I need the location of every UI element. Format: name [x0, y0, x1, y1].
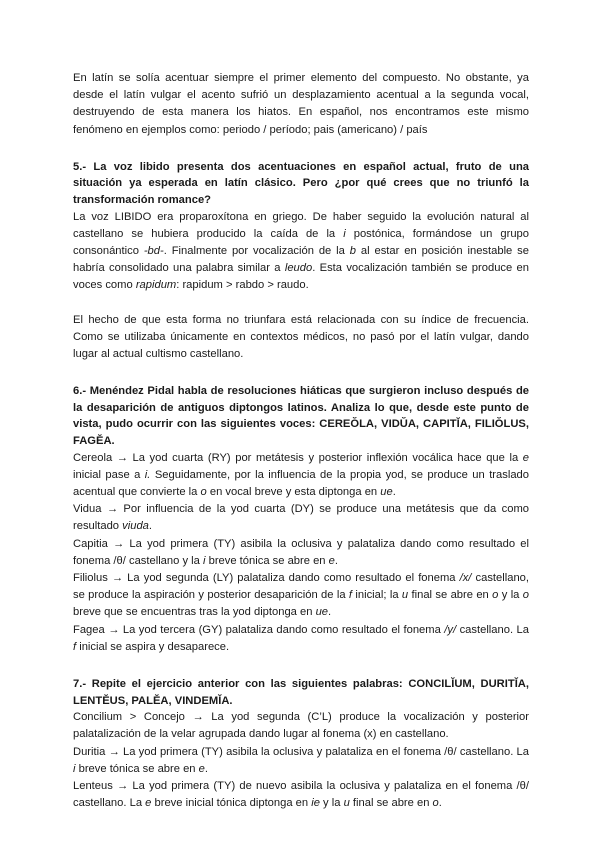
- question-6: 6.- Menéndez Pidal habla de resoluciones hiáticas que surgieron incluso después de la desaparición de antiguos diptongos latinos. Analiza lo que, desde este punto de vista, pudo ocurrir con las siguientes voces: CEREŎLA, VIDŬA, CAPITĬA, FILIŎLUS, FAGĔA.: [73, 385, 529, 447]
- question-7: 7.- Repite el ejercicio anterior con las siguientes palabras: CONCILĬUM, DURITĬA, LENTĔUS, PALĔA, VINDEMĬA.: [73, 678, 529, 707]
- answer-6-vidua: Vidua → Por influencia de la yod cuarta (DY) se produce una metátesis que da como resultado viuda.: [73, 503, 529, 533]
- answer-7-lenteus: Lenteus → La yod primera (TY) de nuevo asibila la oclusiva y palataliza en el fonema /θ/ castellano. La e breve inicial tónica diptonga en ie y la u final se abre en o.: [73, 780, 529, 810]
- answer-5-paragraph-2: El hecho de que esta forma no triunfara está relacionada con su índice de frecuencia. Como se utilizaba únicamente en contextos médicos, no pasó por el latín vulgar, dando lugar al actual cultismo castellano.: [73, 313, 529, 361]
- answer-6-filiolus: Filiolus → La yod segunda (LY) palataliza dando como resultado el fonema /x/ castellano, se produce la aspiración y posterior desaparición de la f inicial; la u final se abre en o y la o breve que se encuentras tras la yod diptonga en ue.: [73, 572, 529, 619]
- answer-6-capitia: Capitia → La yod primera (TY) asibila la oclusiva y palataliza dando como resultado el fonema /θ/ castellano y la i breve tónica se abre en e.: [73, 537, 529, 567]
- answer-7-duritia: Duritia → La yod primera (TY) asibila la oclusiva y palataliza en el fonema /θ/ castellano. La i breve tónica se abre en e.: [73, 745, 529, 775]
- answer-6-fagea: Fagea → La yod tercera (GY) palataliza dando como resultado el fonema /y/ castellano. La f inicial se aspira y desaparece.: [73, 623, 529, 653]
- spacer: [73, 139, 529, 159]
- document-page: [73, 70, 529, 812]
- question-5: 5.- La voz libido presenta dos acentuaciones en español actual, fruto de una situación ya esperada en latín clásico. Pero ¿por qué crees que no triunfó la transformación romance?: [73, 160, 529, 206]
- spacer: [73, 295, 529, 312]
- spacer: [73, 363, 529, 383]
- spacer: [73, 656, 529, 676]
- answer-7-concilium: Concilium > Concejo → La yod segunda (C’L) produce la vocalización y posterior palatalización de la velar agrupada dando lugar al fonema (x) en castellano.: [73, 711, 529, 741]
- answer-5-paragraph-1: La voz LIBIDO era proparoxítona en griego. De haber seguido la evolución natural al castellano se hubiera producido la caída de la i postónica, formándose un grupo consonántico -bd-. Finalmente por vocalización de la b al estar en posición inestable se habría consolidado una palabra similar a leudo. Esta vocalización también se produce en voces como rapidum: rapidum > rabdo > raudo.: [73, 210, 529, 292]
- answer-6-cereola: Cereola → La yod cuarta (RY) por metátesis y posterior inflexión vocálica hace que la e inicial pase a i. Seguidamente, por la influencia de la propia yod, se produce un traslado acentual que convierte la o en vocal breve y esta diptonga en ue.: [73, 451, 529, 498]
- intro-paragraph: En latín se solía acentuar siempre el primer elemento del compuesto. No obstante, ya desde el latín vulgar el acento sufrió un desplazamiento acentual a la segunda vocal, destruyendo de esta manera los hiatos. En español, nos encontramos este mismo fenómeno en ejemplos como: periodo / período; pais (americano) / país: [73, 72, 529, 136]
